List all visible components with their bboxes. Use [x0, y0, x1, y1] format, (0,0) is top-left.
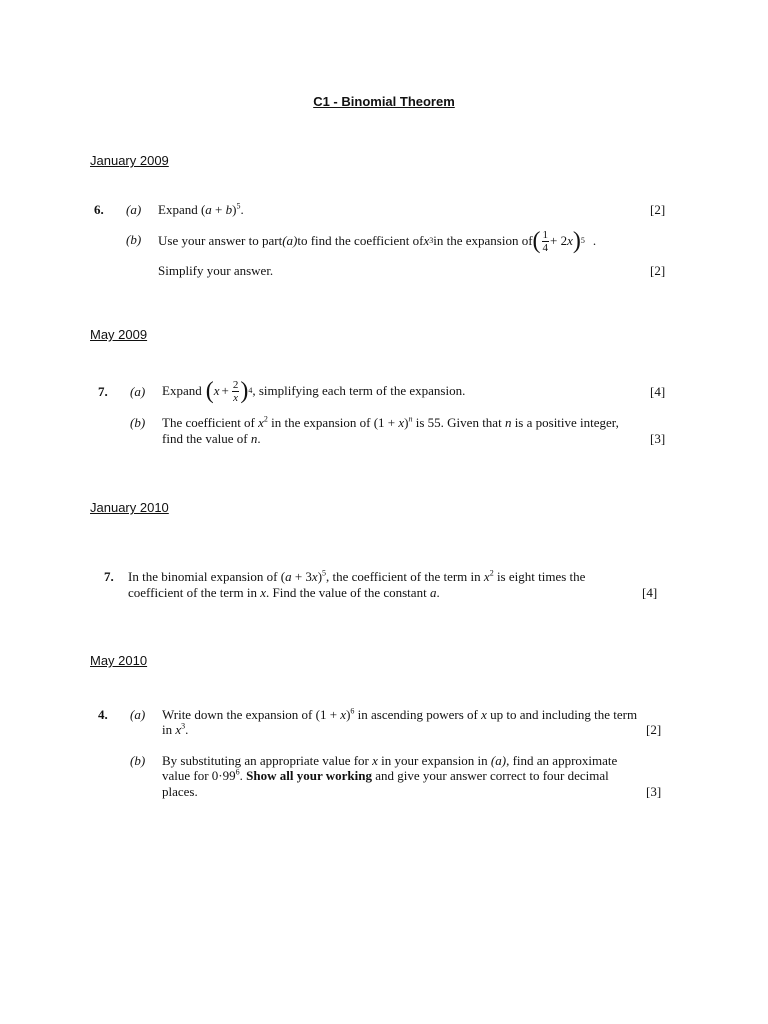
part-b-label: (b) [130, 415, 146, 430]
part-b-label: (b) [130, 753, 146, 768]
exponent: 2 [489, 568, 494, 578]
var-x: x [567, 233, 573, 248]
part-a-label: (a) [130, 384, 146, 399]
var-x: x [258, 415, 264, 430]
denominator: 4 [542, 241, 549, 254]
text: find the value of [162, 431, 251, 446]
fraction [232, 379, 240, 404]
denominator: x [233, 391, 239, 404]
exponent: 2 [263, 414, 268, 424]
text: In the binomial expansion of ( [128, 569, 286, 584]
question-text [158, 202, 244, 218]
var-n: n [250, 431, 258, 446]
var-x: x [398, 415, 405, 430]
part-reference: (a) [282, 233, 298, 248]
var-x: x [372, 753, 378, 768]
session-heading-may-2009: May 2009 [90, 327, 148, 342]
text: ) [232, 202, 237, 217]
text: , the coefficient of the term in [326, 569, 484, 584]
var-x: x [423, 233, 430, 248]
question-text [128, 569, 585, 585]
text: , simplifying each term of the expansion. [252, 383, 466, 398]
text: . [240, 202, 244, 217]
var-x: x [481, 707, 487, 722]
marks: [2] [646, 722, 662, 737]
left-paren: ( [532, 228, 541, 254]
exponent: 5 [236, 201, 241, 211]
text: in ascending powers of [354, 707, 482, 722]
question-text [162, 753, 617, 769]
text: in the expansion of [433, 233, 533, 248]
numerator: 1 [542, 228, 549, 241]
question-number [104, 569, 114, 585]
question-number [94, 202, 104, 218]
question-text [162, 768, 609, 784]
text: + [221, 383, 229, 398]
text: to find the coefficient of [297, 233, 424, 248]
text: Use your answer to part [158, 233, 283, 248]
question-text [162, 707, 637, 723]
text: coefficient of the term in [128, 585, 261, 600]
var-n: n [504, 415, 512, 430]
exponent: 3 [181, 721, 186, 731]
question-number [98, 707, 108, 723]
text: , find an approximate [506, 753, 618, 768]
var-x: x [213, 383, 220, 398]
exponent: 6 [350, 706, 355, 716]
text: value for 0·99 [162, 768, 236, 783]
text: Expand ( [158, 202, 206, 217]
part-reference: (a) [490, 753, 507, 768]
fraction [542, 229, 550, 254]
var-x: x [260, 585, 267, 600]
question-text [128, 585, 440, 601]
marks: [4] [642, 585, 658, 600]
var-a: a [429, 585, 437, 600]
text: The coefficient of [162, 415, 259, 430]
question-number-label: 4. [98, 707, 108, 722]
exponent: 5 [322, 568, 327, 578]
question-text: Use your answer to part (a) to find the coefficient of x 3 in the expansion of ( $\frac{1}{4}$ + 2 x ) 5 . [158, 228, 597, 254]
text: . [592, 233, 597, 248]
question-text [162, 722, 188, 738]
marks: [2] [650, 202, 666, 217]
text: . [185, 722, 189, 737]
right-paren: ) [240, 378, 249, 404]
marks: [4] [650, 384, 666, 399]
text: is a positive integer, [511, 415, 619, 430]
question-number-label: 7. [98, 384, 108, 399]
part-a-label: (a) [130, 707, 146, 722]
part-a-label: (a) [126, 202, 142, 217]
var-a: a [205, 202, 212, 217]
line [162, 415, 619, 431]
question-number [98, 384, 108, 400]
session-heading-may-2010: May 2010 [90, 653, 148, 668]
text: ) [346, 707, 351, 722]
part-label [126, 232, 141, 248]
question-text: Simplify your answer. [158, 263, 274, 278]
text: + [211, 202, 226, 217]
text: ) [317, 569, 323, 584]
text: . Find the value of the constant [266, 585, 430, 600]
var-a: a [285, 569, 292, 584]
var-x: x [340, 707, 347, 722]
numerator: 2 [232, 378, 239, 391]
text: up to and including the term [486, 707, 638, 722]
var-b: b [225, 202, 233, 217]
part-b-label: (b) [126, 232, 142, 247]
right-paren: ) [572, 228, 581, 254]
text: By substituting an appropriate value for [162, 753, 373, 768]
text: is eight times the [493, 569, 586, 584]
emphasis: Show all your working [246, 768, 372, 783]
question-text: Expand ( x + $\frac{2}{x}$ ) 4 , simplifying each term of the expansion. [162, 378, 466, 404]
session-heading-jan-2009: January 2009 [90, 153, 169, 168]
var-x: x [483, 569, 490, 584]
question-text: places. [162, 784, 198, 799]
question-text [162, 415, 664, 431]
text: in [162, 722, 176, 737]
text: . [257, 431, 261, 446]
text: ) [404, 415, 409, 430]
left-paren: ( [205, 378, 214, 404]
page-title: C1 - Binomial Theorem [313, 94, 455, 109]
var-x: x [311, 569, 318, 584]
exponent: 6 [235, 767, 240, 777]
marks: [2] [650, 263, 666, 278]
part-label [130, 415, 145, 431]
text: Expand [162, 383, 202, 398]
text: and give your answer correct to four decimal [371, 768, 609, 783]
marks: [3] [646, 784, 662, 799]
text: in the expansion of (1 + [267, 415, 399, 430]
part-label [126, 202, 141, 218]
question-number-label: 7. [104, 569, 114, 584]
text: . [436, 585, 440, 600]
text: in your expansion in [377, 753, 491, 768]
text: . [239, 768, 247, 783]
part-label [130, 384, 145, 400]
question-number-label: 6. [94, 202, 104, 217]
part-label [130, 753, 145, 769]
session-heading-jan-2010: January 2010 [90, 500, 169, 515]
exponent-n: n [408, 414, 413, 424]
part-label [130, 707, 145, 723]
text: + 3 [291, 569, 312, 584]
marks: [3] [650, 431, 666, 446]
text: Write down the expansion of (1 + [162, 707, 341, 722]
text: + 2 [550, 233, 568, 248]
var-x: x [175, 722, 182, 737]
text: is 55. Given that [412, 415, 505, 430]
question-text [162, 431, 261, 447]
